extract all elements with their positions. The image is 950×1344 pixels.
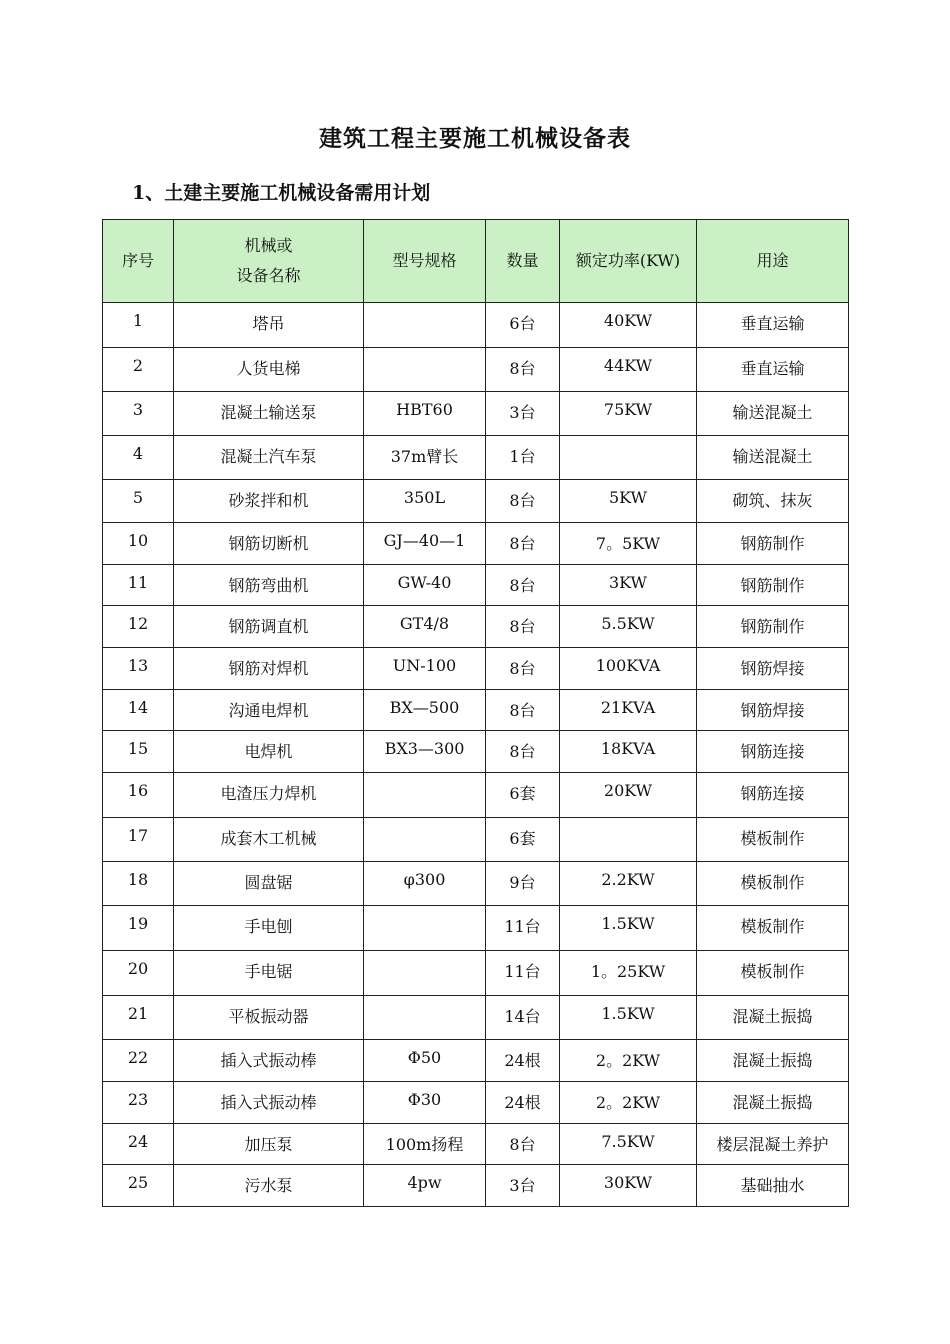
- cell-seq: 19: [103, 906, 174, 951]
- cell-quantity: 6套: [486, 818, 560, 862]
- cell-equipment-name: 钢筋调直机: [174, 606, 364, 648]
- cell-rated-power: 2。2KW: [560, 1040, 697, 1082]
- table-body: [103, 303, 849, 1207]
- cell-model: GJ—40—1: [364, 523, 486, 565]
- header-model: 型号规格: [364, 220, 486, 303]
- cell-rated-power: 7.5KW: [560, 1124, 697, 1165]
- cell-rated-power: 3KW: [560, 565, 697, 606]
- table-row: [103, 565, 849, 606]
- cell-seq: 24: [103, 1124, 174, 1165]
- cell-equipment-name: 砂浆拌和机: [174, 480, 364, 523]
- section-heading: 1、土建主要施工机械设备需用计划: [132, 182, 431, 204]
- cell-rated-power: 44KW: [560, 348, 697, 392]
- cell-quantity: 8台: [486, 565, 560, 606]
- cell-model: 100m扬程: [364, 1124, 486, 1165]
- cell-rated-power: 100KVA: [560, 648, 697, 690]
- table-row: [103, 731, 849, 773]
- cell-equipment-name: 成套木工机械: [174, 818, 364, 862]
- cell-rated-power: 1。25KW: [560, 951, 697, 996]
- cell-rated-power: 18KVA: [560, 731, 697, 773]
- cell-seq: 5: [103, 480, 174, 523]
- cell-model: BX—500: [364, 690, 486, 731]
- cell-quantity: 24根: [486, 1082, 560, 1124]
- cell-equipment-name: 平板振动器: [174, 996, 364, 1040]
- cell-model: Φ50: [364, 1040, 486, 1082]
- table-row: [103, 773, 849, 818]
- table-row: [103, 818, 849, 862]
- cell-model: [364, 906, 486, 951]
- cell-rated-power: [560, 818, 697, 862]
- cell-quantity: 14台: [486, 996, 560, 1040]
- cell-rated-power: 75KW: [560, 392, 697, 436]
- cell-rated-power: [560, 436, 697, 480]
- cell-equipment-name: 加压泵: [174, 1124, 364, 1165]
- table-row: [103, 951, 849, 996]
- cell-usage: 钢筋制作: [697, 565, 849, 606]
- cell-seq: 12: [103, 606, 174, 648]
- cell-rated-power: 7。5KW: [560, 523, 697, 565]
- cell-equipment-name: 电焊机: [174, 731, 364, 773]
- cell-seq: 15: [103, 731, 174, 773]
- cell-model: φ300: [364, 862, 486, 906]
- cell-seq: 18: [103, 862, 174, 906]
- cell-usage: 输送混凝土: [697, 392, 849, 436]
- cell-equipment-name: 混凝土汽车泵: [174, 436, 364, 480]
- cell-usage: 楼层混凝土养护: [697, 1124, 849, 1165]
- cell-quantity: 8台: [486, 523, 560, 565]
- cell-quantity: 11台: [486, 906, 560, 951]
- cell-model: GT4/8: [364, 606, 486, 648]
- cell-seq: 2: [103, 348, 174, 392]
- table-row: [103, 996, 849, 1040]
- cell-equipment-name: 钢筋弯曲机: [174, 565, 364, 606]
- cell-equipment-name: 圆盘锯: [174, 862, 364, 906]
- table-row: [103, 690, 849, 731]
- cell-usage: 混凝土振捣: [697, 1040, 849, 1082]
- cell-model: UN-100: [364, 648, 486, 690]
- cell-seq: 25: [103, 1165, 174, 1207]
- cell-model: 350L: [364, 480, 486, 523]
- cell-usage: 钢筋连接: [697, 773, 849, 818]
- cell-quantity: 11台: [486, 951, 560, 996]
- cell-rated-power: 1.5KW: [560, 996, 697, 1040]
- document-title: 建筑工程主要施工机械设备表: [319, 125, 631, 152]
- table-row: [103, 348, 849, 392]
- cell-rated-power: 5KW: [560, 480, 697, 523]
- cell-quantity: 8台: [486, 480, 560, 523]
- cell-usage: 垂直运输: [697, 303, 849, 348]
- cell-rated-power: 2.2KW: [560, 862, 697, 906]
- cell-seq: 21: [103, 996, 174, 1040]
- cell-model: [364, 996, 486, 1040]
- cell-rated-power: 2。2KW: [560, 1082, 697, 1124]
- table-row: [103, 436, 849, 480]
- cell-usage: 模板制作: [697, 818, 849, 862]
- cell-quantity: 8台: [486, 1124, 560, 1165]
- cell-usage: 输送混凝土: [697, 436, 849, 480]
- cell-equipment-name: 手电锯: [174, 951, 364, 996]
- cell-usage: 砌筑、抹灰: [697, 480, 849, 523]
- cell-seq: 3: [103, 392, 174, 436]
- cell-equipment-name: 污水泵: [174, 1165, 364, 1207]
- cell-usage: 混凝土振捣: [697, 1082, 849, 1124]
- cell-equipment-name: 钢筋对焊机: [174, 648, 364, 690]
- cell-equipment-name: 塔吊: [174, 303, 364, 348]
- cell-rated-power: 30KW: [560, 1165, 697, 1207]
- cell-model: [364, 303, 486, 348]
- table-row: [103, 606, 849, 648]
- cell-usage: 模板制作: [697, 862, 849, 906]
- cell-quantity: 8台: [486, 648, 560, 690]
- cell-model: [364, 818, 486, 862]
- table-row: [103, 648, 849, 690]
- table-row: [103, 862, 849, 906]
- header-quantity: 数量: [486, 220, 560, 303]
- cell-equipment-name: 插入式振动棒: [174, 1040, 364, 1082]
- cell-quantity: 8台: [486, 348, 560, 392]
- cell-seq: 10: [103, 523, 174, 565]
- cell-usage: 混凝土振捣: [697, 996, 849, 1040]
- cell-model: 4pw: [364, 1165, 486, 1207]
- cell-model: [364, 348, 486, 392]
- cell-seq: 13: [103, 648, 174, 690]
- cell-quantity: 3台: [486, 392, 560, 436]
- header-name-line1: 机械或: [244, 236, 293, 255]
- cell-model: GW-40: [364, 565, 486, 606]
- cell-seq: 4: [103, 436, 174, 480]
- cell-quantity: 3台: [486, 1165, 560, 1207]
- cell-usage: 钢筋焊接: [697, 648, 849, 690]
- cell-usage: 钢筋连接: [697, 731, 849, 773]
- cell-quantity: 1台: [486, 436, 560, 480]
- cell-equipment-name: 手电刨: [174, 906, 364, 951]
- cell-model: Φ30: [364, 1082, 486, 1124]
- cell-seq: 17: [103, 818, 174, 862]
- cell-quantity: 6套: [486, 773, 560, 818]
- cell-equipment-name: 钢筋切断机: [174, 523, 364, 565]
- cell-equipment-name: 沟通电焊机: [174, 690, 364, 731]
- cell-quantity: 24根: [486, 1040, 560, 1082]
- cell-usage: 钢筋制作: [697, 606, 849, 648]
- header-name-line2: 设备名称: [236, 266, 301, 285]
- cell-model: [364, 951, 486, 996]
- cell-rated-power: 21KVA: [560, 690, 697, 731]
- header-row: [103, 220, 849, 303]
- cell-usage: 钢筋制作: [697, 523, 849, 565]
- cell-usage: 模板制作: [697, 951, 849, 996]
- cell-rated-power: 40KW: [560, 303, 697, 348]
- header-rated-power: 额定功率(KW): [560, 220, 697, 303]
- cell-model: 37m臂长: [364, 436, 486, 480]
- cell-equipment-name: 电渣压力焊机: [174, 773, 364, 818]
- cell-usage: 钢筋焊接: [697, 690, 849, 731]
- cell-rated-power: 1.5KW: [560, 906, 697, 951]
- cell-model: HBT60: [364, 392, 486, 436]
- cell-model: [364, 773, 486, 818]
- table-row: [103, 392, 849, 436]
- cell-seq: 16: [103, 773, 174, 818]
- table-row: [103, 1165, 849, 1207]
- cell-seq: 14: [103, 690, 174, 731]
- table-row: [103, 1124, 849, 1165]
- cell-seq: 22: [103, 1040, 174, 1082]
- cell-seq: 11: [103, 565, 174, 606]
- cell-seq: 23: [103, 1082, 174, 1124]
- cell-quantity: 8台: [486, 606, 560, 648]
- cell-seq: 1: [103, 303, 174, 348]
- cell-quantity: 8台: [486, 731, 560, 773]
- table-row: [103, 523, 849, 565]
- cell-usage: 模板制作: [697, 906, 849, 951]
- table-header: [103, 220, 849, 303]
- header-usage: 用途: [697, 220, 849, 303]
- header-seq: 序号: [103, 220, 174, 303]
- cell-seq: 20: [103, 951, 174, 996]
- table-row: [103, 906, 849, 951]
- cell-quantity: 6台: [486, 303, 560, 348]
- cell-quantity: 8台: [486, 690, 560, 731]
- cell-equipment-name: 人货电梯: [174, 348, 364, 392]
- header-equipment-name: [174, 220, 364, 303]
- table-row: [103, 303, 849, 348]
- cell-model: BX3—300: [364, 731, 486, 773]
- cell-equipment-name: 混凝土输送泵: [174, 392, 364, 436]
- cell-quantity: 9台: [486, 862, 560, 906]
- cell-usage: 基础抽水: [697, 1165, 849, 1207]
- cell-usage: 垂直运输: [697, 348, 849, 392]
- cell-rated-power: 5.5KW: [560, 606, 697, 648]
- cell-rated-power: 20KW: [560, 773, 697, 818]
- cell-equipment-name: 插入式振动棒: [174, 1082, 364, 1124]
- table-row: [103, 1040, 849, 1082]
- equipment-table: [102, 219, 849, 1207]
- table-row: [103, 480, 849, 523]
- table-row: [103, 1082, 849, 1124]
